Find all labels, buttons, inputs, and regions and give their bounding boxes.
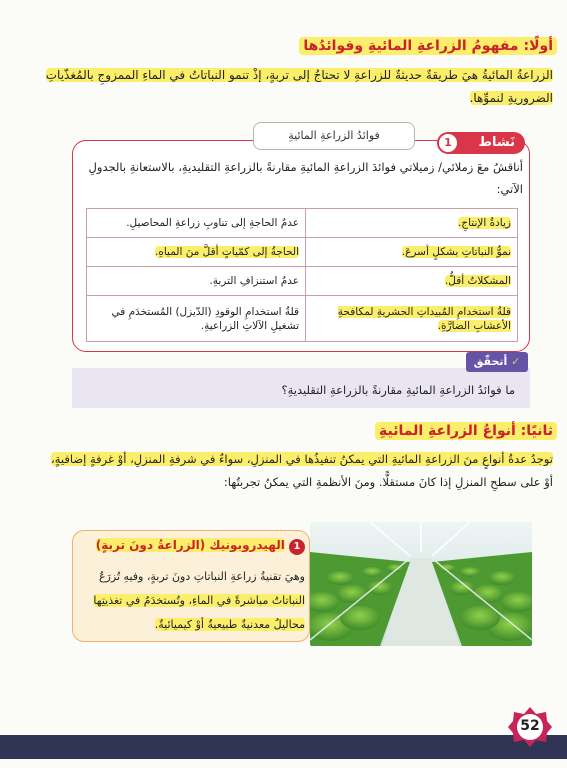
table-cell: قلةُ استخدامِ الوقودِ (الدّيزل) المُستخدَمِ في تشغيلِ الآلاتِ الزراعيةِ. xyxy=(87,296,306,342)
hydroponics-line3: محاليلُ معدنيةٌ طبيعيةٌ أوْ كيميائيةٌ. xyxy=(154,618,305,631)
activity-badge-label: نَشاط xyxy=(478,135,515,150)
section2-para-line2: أوْ على سطحِ المنزلِ إذا كانَ مستقلًّا. ومنَ الأنظمةِ التي يمكنُ تجربتُها: xyxy=(223,475,553,489)
benefits-table xyxy=(86,208,518,342)
check-label-text: أتحقّق xyxy=(473,355,508,368)
section1-title-prefix: أولًا: xyxy=(523,38,553,54)
table-row xyxy=(87,209,518,238)
table-cell: عدمُ الحاجةِ إلى تناوبِ زراعةِ المحاصيلِ. xyxy=(87,209,306,238)
checkmark-icon: ✓ xyxy=(511,355,521,368)
section2-title-text: أنواعُ الزراعةِ المائيةِ xyxy=(379,423,516,439)
table-row xyxy=(87,296,518,342)
activity-instruction-line2: الآتي: xyxy=(496,182,523,196)
page-number: 52 xyxy=(520,718,540,734)
page-number-badge xyxy=(507,706,553,748)
section1-title xyxy=(299,38,557,54)
activity-badge xyxy=(437,132,525,154)
section2-para-line1: توجدُ عدةُ أنواعٍ منَ الزراعةِ المائيةِ التي يمكنُ تنفيذُها في المنزلِ، سواءٌ في شرفةِ المنزلِ، أوْ غرفةٍ إضافيةٍ، xyxy=(51,452,553,466)
section2-title-prefix: ثانيًا: xyxy=(520,423,553,439)
hydroponics-line1: وهيَ تقنيةُ زراعةِ النباتاتِ دونَ تربةٍ، وفيهِ تُزرَعُ xyxy=(99,570,305,583)
hydroponics-line2: النباتاتُ مباشرةً في الماءِ، وتُستخدَمُ في تغذيتِها xyxy=(93,594,305,607)
hydroponics-card-title xyxy=(96,538,305,555)
greenhouse-photo-illustration xyxy=(310,522,532,646)
section2-title xyxy=(375,423,557,439)
section1-paragraph xyxy=(13,64,553,110)
table-cell: الحاجةُ إلى كمّياتٍ أقلَّ منَ المياهِ. xyxy=(155,246,299,258)
section1-title-text: مفهومُ الزراعةِ المائيةِ وفوائدُها xyxy=(303,38,519,54)
table-row xyxy=(87,267,518,296)
hydroponics-number: 1 xyxy=(289,539,305,555)
activity-instruction-line1: أناقشُ معَ زملائي/ زميلاتي فوائدَ الزراعةِ المائيةِ مقارنةً بالزراعةِ التقليديةِ، بالاستعانةِ بالجدولِ xyxy=(88,160,523,174)
table-cell: قلةُ استخدامِ المُبيداتِ الحشريةِ لمكافحةِ الأعشابِ الضارَّةِ. xyxy=(337,305,511,332)
table-row xyxy=(87,238,518,267)
table-cell: زيادةُ الإنتاجِ. xyxy=(457,217,511,229)
footer-band xyxy=(0,735,567,759)
activity-number: 1 xyxy=(439,134,457,152)
table-cell: المشكلاتُ أقلُّ. xyxy=(444,275,511,287)
section1-para-line1: الزراعةُ المائيةُ هيَ طريقةٌ حديثةٌ للزراعةِ لا تحتاجُ إلى تربةٍ، إذْ تنمو النباتاتُ في الماءِ الممزوجِ بالمُغذّياتِ xyxy=(45,68,553,82)
hydroponics-title: الهيدروبونيك (الزراعةُ دونَ تربةٍ) xyxy=(95,538,285,552)
activity-instruction xyxy=(73,156,523,200)
check-question: ما فوائدُ الزراعةِ المائيةِ مقارنةً بالزراعةِ التقليديةِ؟ xyxy=(281,383,515,397)
section2-paragraph xyxy=(13,448,553,494)
table-cell: عدمُ استنزافِ التربةِ. xyxy=(87,267,306,296)
activity-tab-title: فوائدُ الزراعةِ المائيةِ xyxy=(253,122,415,150)
check-label xyxy=(466,352,528,372)
section1-para-line2: الضروريةِ لنموِّها. xyxy=(469,91,553,105)
table-cell: نموُّ النباتاتِ بشكلٍ أسرعَ. xyxy=(401,246,511,258)
hydroponics-greenhouse-image xyxy=(310,522,532,646)
hydroponics-description xyxy=(77,565,305,637)
